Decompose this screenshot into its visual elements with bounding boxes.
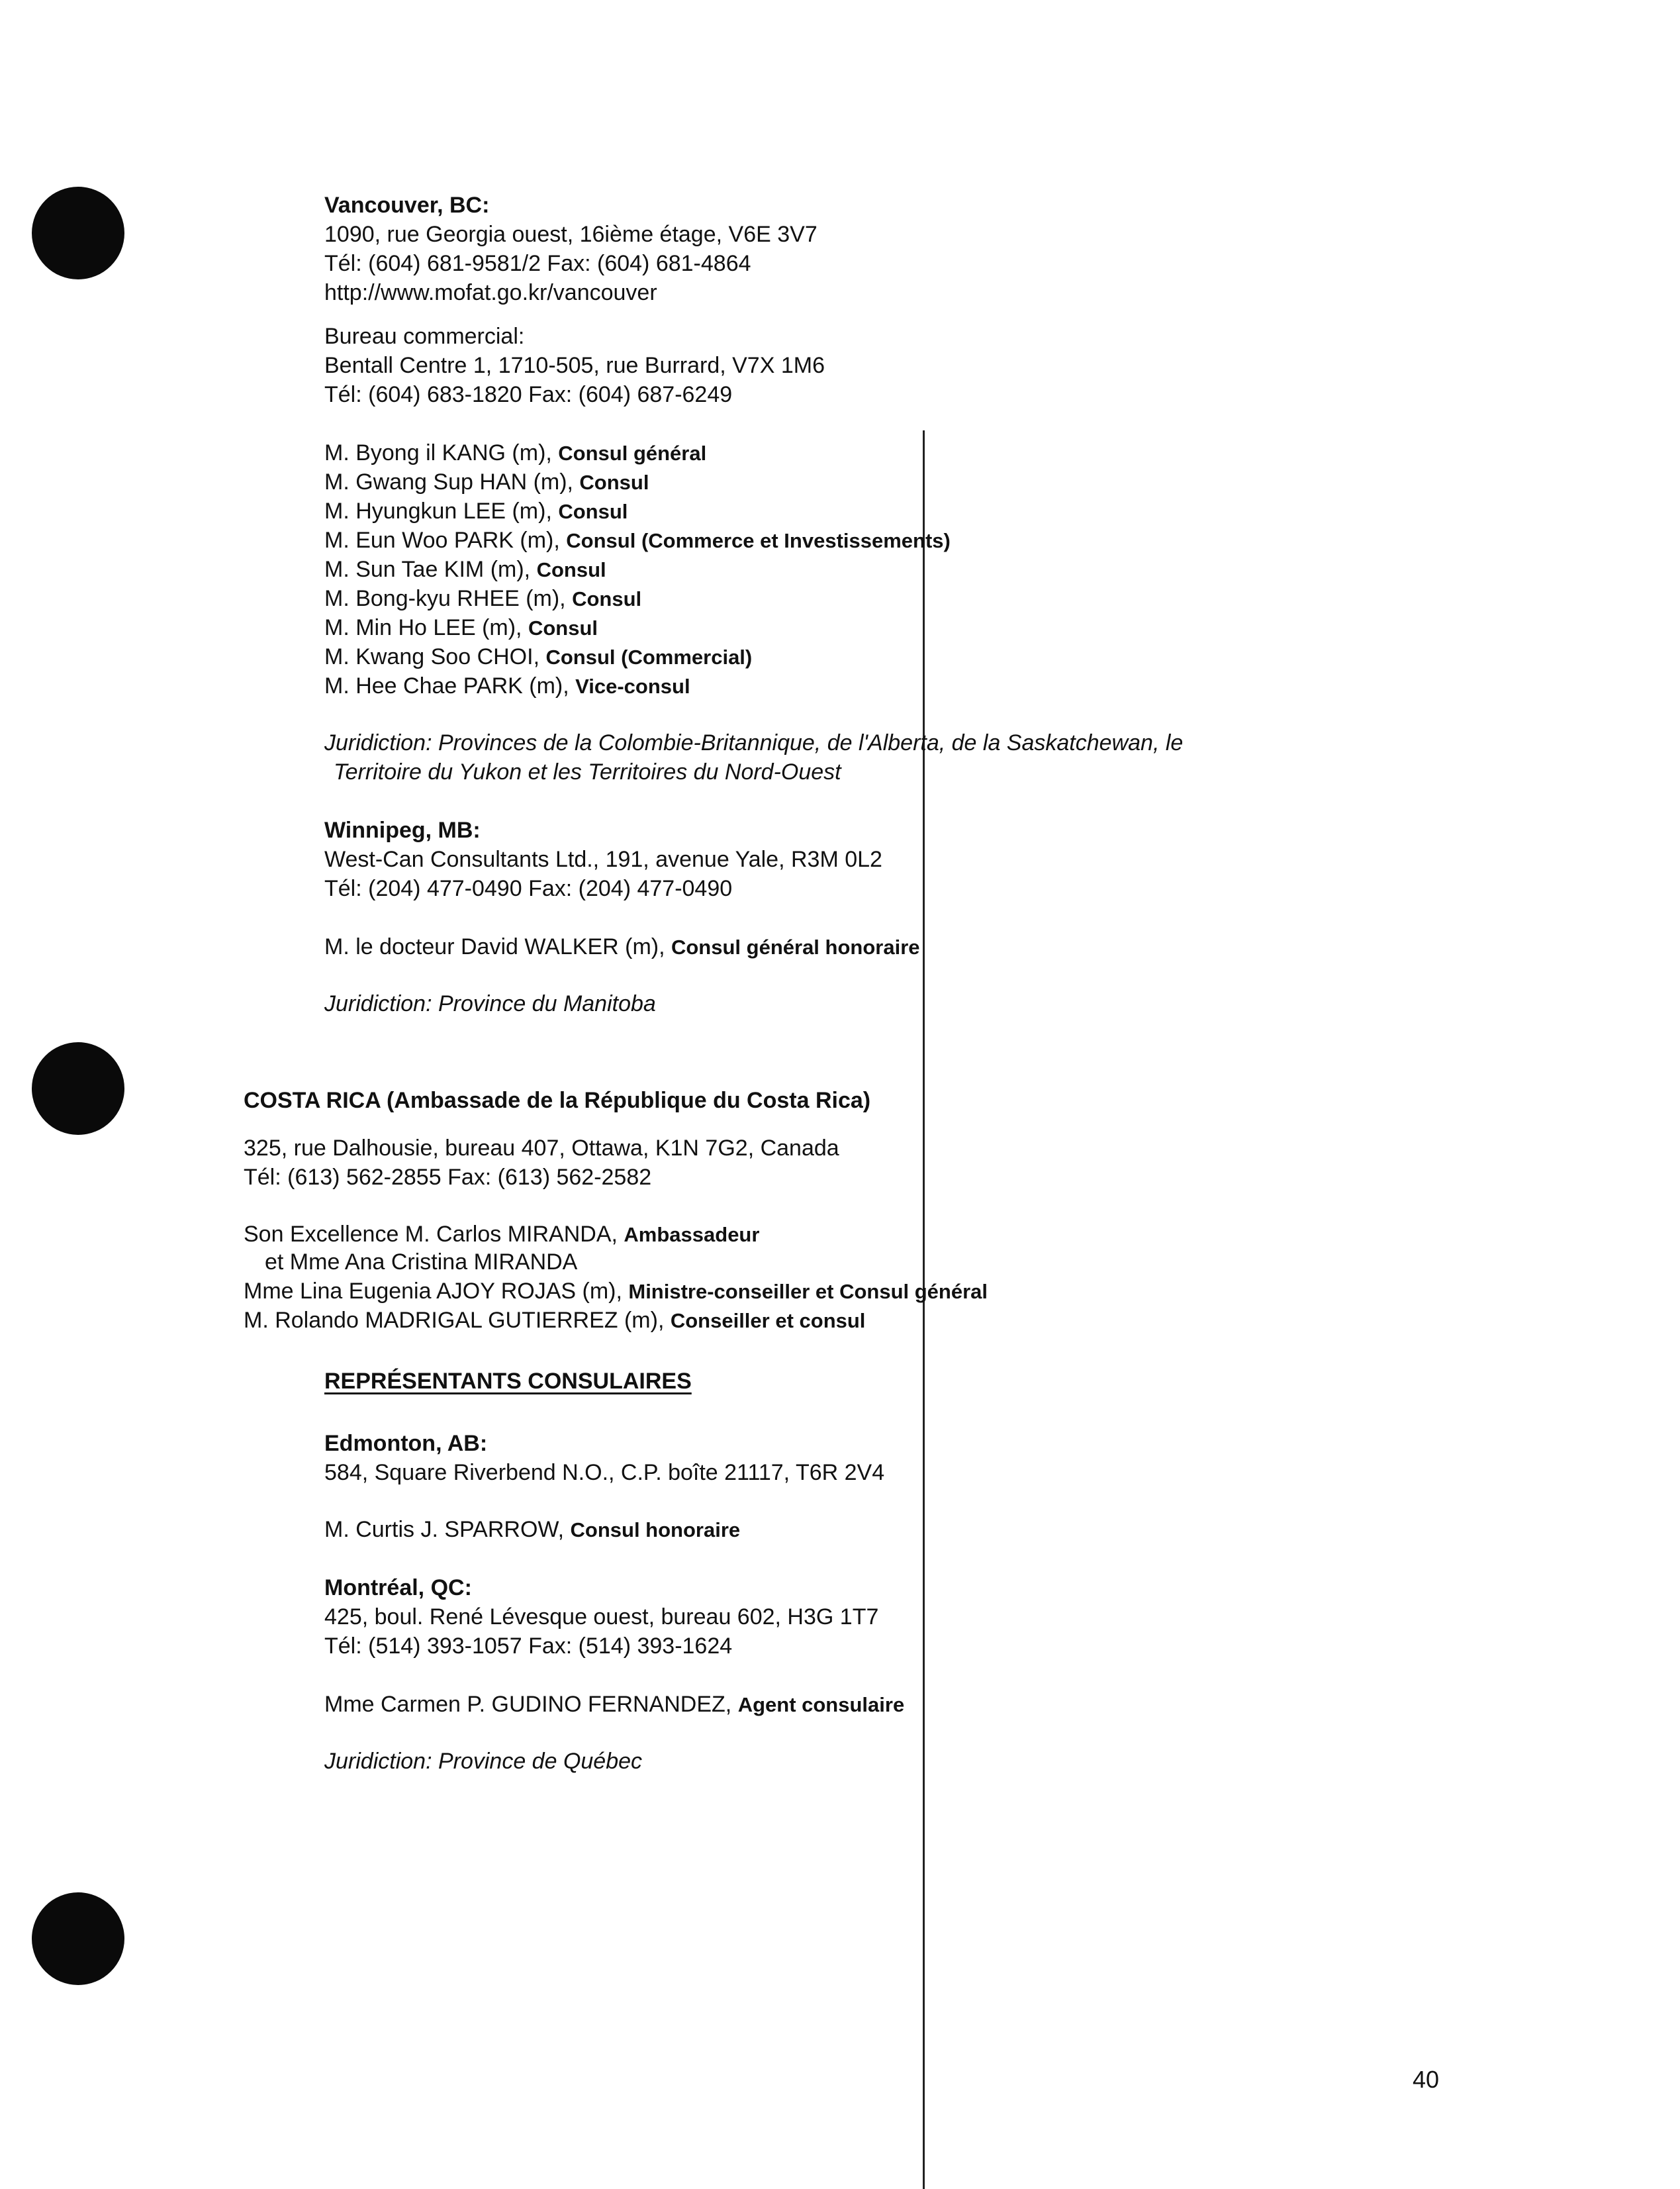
punch-hole <box>32 187 124 279</box>
staff-name: M. Sun Tae KIM (m), <box>324 557 537 582</box>
staff-entry <box>244 1220 759 1249</box>
staff-name: Mme Lina Eugenia AJOY ROJAS (m), <box>244 1279 629 1304</box>
staff-name: M. Hee Chae PARK (m), <box>324 673 576 699</box>
address-line: 1090, rue Georgia ouest, 16ième étage, V6E 3V7 <box>324 222 817 247</box>
country-heading: COSTA RICA (Ambassade de la République du Costa Rica) <box>244 1088 871 1113</box>
website-link[interactable]: http://www.mofat.go.kr/vancouver <box>324 280 657 305</box>
staff-entry <box>324 642 752 672</box>
address-line: 325, rue Dalhousie, bureau 407, Ottawa, K1N 7G2, Canada <box>244 1136 839 1161</box>
staff-entry <box>324 555 606 585</box>
staff-role: Consul <box>572 587 642 610</box>
staff-name: M. Eun Woo PARK (m), <box>324 528 567 553</box>
jurisdiction-text: Territoire du Yukon et les Territoires du Nord-Ouest <box>334 759 841 785</box>
section-heading: Edmonton, AB: <box>324 1431 488 1456</box>
punch-hole <box>32 1892 124 1985</box>
staff-name: Mme Carmen P. GUDINO FERNANDEZ, <box>324 1692 738 1717</box>
scan-artifact-line <box>923 430 925 2189</box>
staff-entry <box>324 526 951 556</box>
staff-name: Son Excellence M. Carlos MIRANDA, <box>244 1222 624 1247</box>
spouse-line: et Mme Ana Cristina MIRANDA <box>265 1249 578 1275</box>
staff-role: Agent consulaire <box>737 1693 905 1716</box>
staff-entry <box>324 438 706 468</box>
phone-line: Tél: (604) 681-9581/2 Fax: (604) 681-4864 <box>324 251 751 276</box>
staff-role: Consul <box>528 616 598 640</box>
staff-entry <box>324 613 598 643</box>
jurisdiction-text: Juridiction: Province de Québec <box>324 1749 643 1774</box>
section-heading: Montréal, QC: <box>324 1575 472 1600</box>
staff-entry <box>324 1690 904 1720</box>
phone-line: Tél: (604) 683-1820 Fax: (604) 687-6249 <box>324 382 733 407</box>
bureau-label: Bureau commercial: <box>324 324 525 349</box>
staff-name: M. Gwang Sup HAN (m), <box>324 469 580 495</box>
staff-entry <box>244 1277 988 1306</box>
staff-name: M. Bong-kyu RHEE (m), <box>324 586 573 611</box>
jurisdiction-text: Juridiction: Province du Manitoba <box>324 991 656 1016</box>
staff-name: M. Curtis J. SPARROW, <box>324 1517 571 1542</box>
staff-role: Consul général honoraire <box>671 936 920 959</box>
phone-line: Tél: (514) 393-1057 Fax: (514) 393-1624 <box>324 1633 733 1659</box>
staff-role: Consul <box>579 471 649 494</box>
staff-role: Conseiller et consul <box>670 1309 866 1332</box>
staff-role: Consul général <box>558 442 707 465</box>
page-number: 40 <box>1413 2066 1440 2093</box>
staff-name: M. le docteur David WALKER (m), <box>324 934 671 959</box>
staff-role: Consul (Commerce et Investissements) <box>566 529 951 552</box>
staff-name: M. Min Ho LEE (m), <box>324 615 528 640</box>
phone-line: Tél: (204) 477-0490 Fax: (204) 477-0490 <box>324 876 733 901</box>
punch-hole <box>32 1042 124 1135</box>
staff-entry <box>324 584 641 614</box>
staff-role: Consul <box>558 500 628 523</box>
staff-entry <box>324 671 690 701</box>
address-line: West-Can Consultants Ltd., 191, avenue Yale, R3M 0L2 <box>324 847 882 872</box>
address-line: 425, boul. René Lévesque ouest, bureau 602, H3G 1T7 <box>324 1604 879 1630</box>
staff-name: M. Hyungkun LEE (m), <box>324 499 559 524</box>
staff-name: M. Byong il KANG (m), <box>324 440 559 465</box>
jurisdiction-text: Juridiction: Provinces de la Colombie-Britannique, de l'Alberta, de la Saskatchewan, le <box>324 730 1184 755</box>
staff-name: M. Rolando MADRIGAL GUTIERREZ (m), <box>244 1308 671 1333</box>
section-heading: Vancouver, BC: <box>324 193 490 218</box>
address-line: 584, Square Riverbend N.O., C.P. boîte 21117, T6R 2V4 <box>324 1460 885 1485</box>
staff-role: Ambassadeur <box>624 1223 760 1246</box>
staff-entry <box>324 497 628 526</box>
staff-role: Consul <box>536 558 606 581</box>
subsection-heading: REPRÉSENTANTS CONSULAIRES <box>324 1369 692 1394</box>
staff-entry <box>324 467 649 497</box>
address-line: Bentall Centre 1, 1710-505, rue Burrard, V7X 1M6 <box>324 353 825 378</box>
staff-entry <box>324 932 920 962</box>
section-heading: Winnipeg, MB: <box>324 818 481 843</box>
staff-entry <box>324 1515 740 1545</box>
staff-name: M. Kwang Soo CHOI, <box>324 644 546 669</box>
staff-role: Vice-consul <box>575 675 690 698</box>
phone-line: Tél: (613) 562-2855 Fax: (613) 562-2582 <box>244 1165 652 1190</box>
staff-role: Consul (Commercial) <box>545 646 753 669</box>
staff-role: Ministre-conseiller et Consul général <box>628 1280 988 1303</box>
staff-role: Consul honoraire <box>570 1518 741 1541</box>
staff-entry <box>244 1306 865 1336</box>
